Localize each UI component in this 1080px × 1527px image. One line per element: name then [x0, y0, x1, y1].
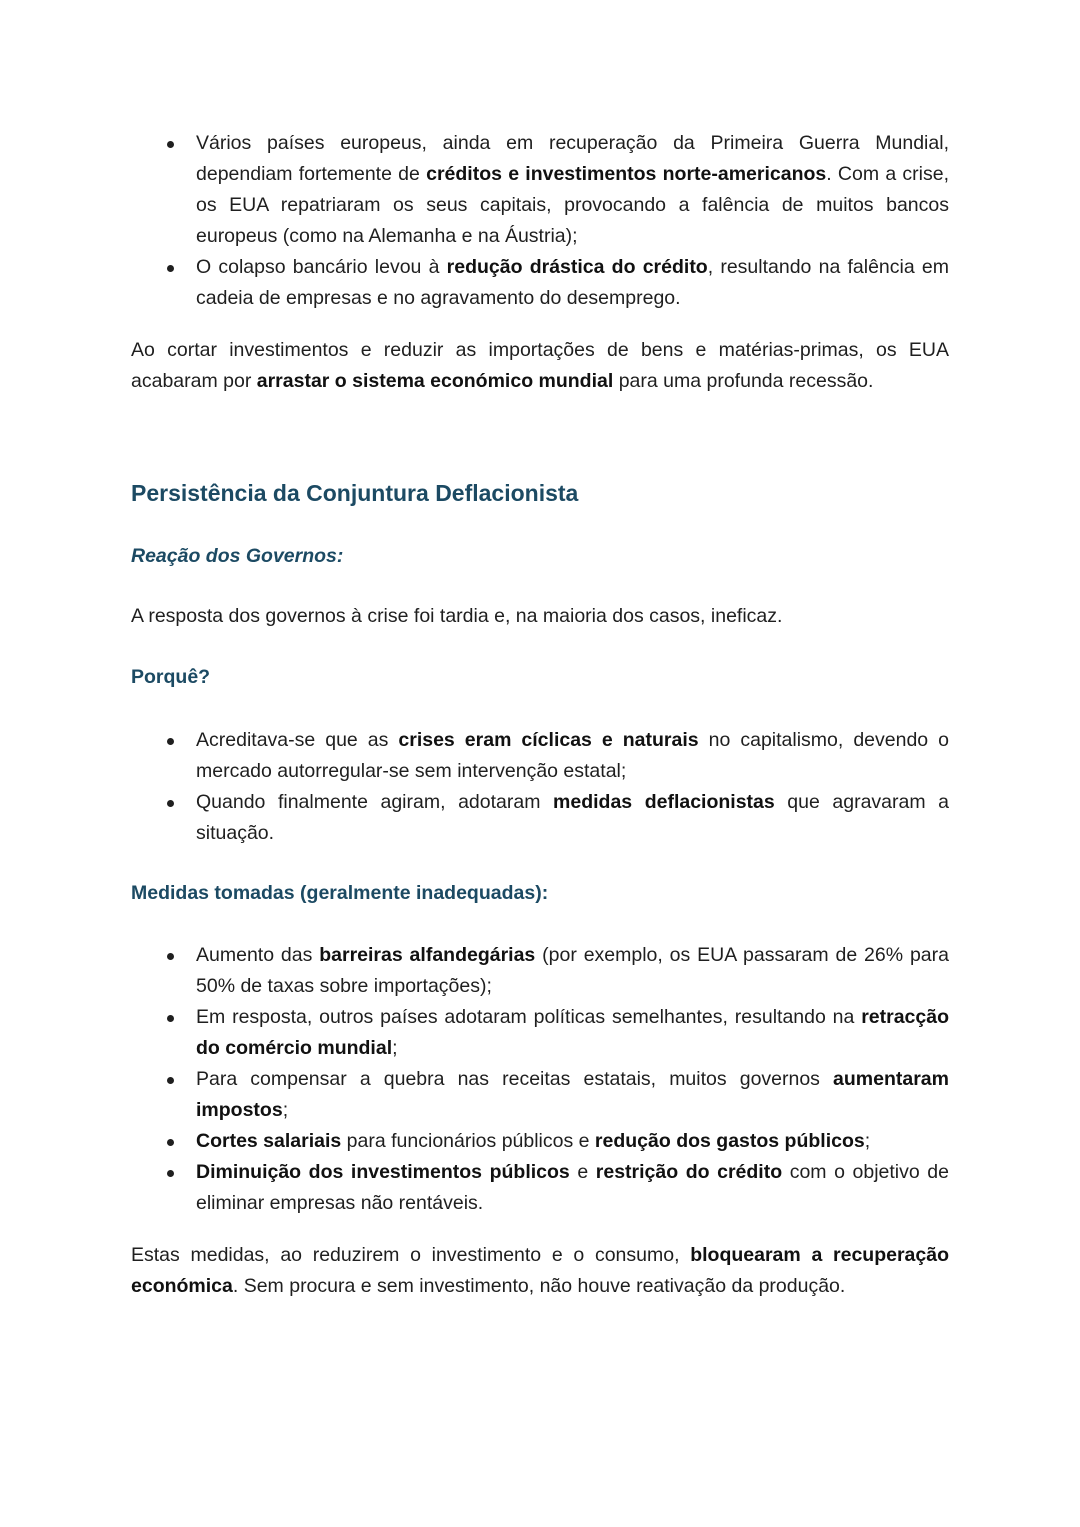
- item-text: ;: [392, 1037, 398, 1059]
- bullet-list-european-banks: [131, 128, 949, 314]
- list-item: [131, 1126, 949, 1157]
- item-text: e: [569, 1161, 596, 1183]
- para-text: . Sem procura e sem investimento, não houve reativação da produção.: [232, 1275, 846, 1297]
- list-item: [131, 1002, 949, 1064]
- item-text: Aumento das: [196, 944, 320, 966]
- item-text: Acreditava-se que as: [196, 729, 399, 751]
- item-text: ;: [864, 1130, 871, 1152]
- item-text: Quando finalmente agiram, adotaram: [196, 791, 554, 813]
- list-item: [131, 128, 949, 252]
- item-text: O colapso bancário levou à: [196, 256, 447, 278]
- section-title: Persistência da Conjuntura Deflacionista: [131, 480, 579, 506]
- item-text: com o objetivo de eliminar empresas não rentáveis.: [196, 1161, 949, 1214]
- item-text: , resultando na falência em cadeia de empresas e no agravamento do desemprego.: [196, 256, 949, 309]
- para-text: para uma profunda recessão.: [613, 370, 874, 392]
- item-text: (por exemplo, os EUA passaram de 26% para 50% de taxas sobre importações);: [196, 944, 949, 997]
- list-item: [131, 940, 949, 1002]
- item-bold: crises eram cíclicas e naturais: [398, 729, 699, 751]
- item-text: que agravaram a situação.: [196, 791, 950, 844]
- paragraph-conclusao: [131, 1240, 949, 1302]
- paragraph-recession: [131, 335, 949, 397]
- subheading-reacao: Reação dos Governos:: [131, 545, 344, 567]
- list-item: [131, 1157, 949, 1219]
- item-text: Em resposta, outros países adotaram políticas semelhantes, resultando na: [196, 1006, 862, 1028]
- item-bold: aumentaram impostos: [196, 1068, 949, 1121]
- item-bold: barreiras alfandegárias: [319, 944, 536, 966]
- para-bold: bloquearam a recuperação económica: [131, 1244, 949, 1297]
- item-bold: redução dos gastos públicos: [594, 1130, 865, 1152]
- item-bold: Cortes salariais: [196, 1130, 342, 1152]
- item-text: ;: [282, 1099, 289, 1121]
- item-text: Para compensar a quebra nas receitas estatais, muitos governos: [196, 1068, 834, 1090]
- para-text: Ao cortar investimentos e reduzir as importações de bens e matérias-primas, os EUA acabaram por: [131, 339, 949, 392]
- page-content: [131, 128, 949, 1302]
- subheading-medidas: Medidas tomadas (geralmente inadequadas):: [131, 882, 549, 904]
- bullet-list-medidas: [131, 940, 949, 1219]
- item-text: Vários países europeus, ainda em recuperação da Primeira Guerra Mundial, dependiam fortemente de: [196, 132, 949, 185]
- item-bold: redução drástica do crédito: [446, 256, 708, 278]
- item-bold: Diminuição dos investimentos públicos: [196, 1161, 570, 1183]
- subheading-porque: Porquê?: [131, 666, 211, 688]
- bullet-list-porque: [131, 725, 949, 849]
- item-text: no capitalismo, devendo o mercado autorregular-se sem intervenção estatal;: [196, 729, 950, 782]
- list-item: [131, 787, 949, 849]
- list-item: [131, 725, 949, 787]
- item-text: . Com a crise, os EUA repatriaram os seus capitais, provocando a falência de muitos bancos europeus (como na Alemanha e na Áustria);: [196, 163, 950, 247]
- paragraph-resposta: A resposta dos governos à crise foi tardia e, na maioria dos casos, ineficaz.: [131, 605, 783, 627]
- list-item: [131, 1064, 949, 1126]
- item-bold: retracção do comércio mundial: [196, 1006, 949, 1059]
- item-bold: créditos e investimentos norte-americanos: [426, 163, 827, 185]
- item-bold: medidas deflacionistas: [553, 791, 775, 813]
- para-bold: arrastar o sistema económico mundial: [256, 370, 614, 392]
- item-bold: restrição do crédito: [595, 1161, 783, 1183]
- para-text: Estas medidas, ao reduzirem o investimento e o consumo,: [131, 1244, 691, 1266]
- item-text: para funcionários públicos e: [341, 1130, 595, 1152]
- list-item: [131, 252, 949, 314]
